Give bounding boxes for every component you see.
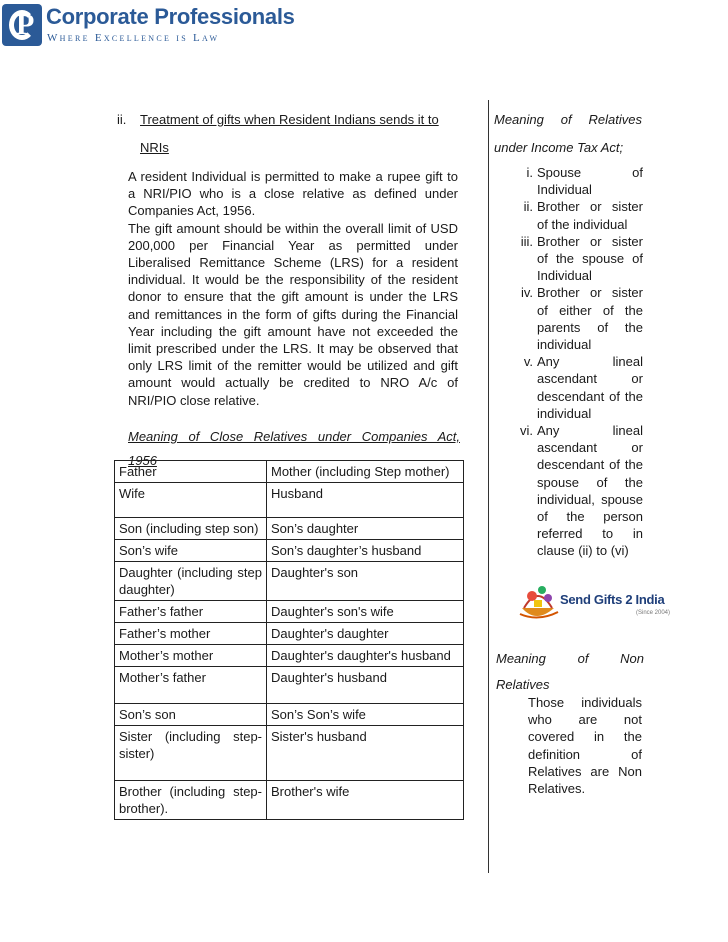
close-relatives-year: 1956 <box>128 452 157 468</box>
section-heading <box>115 106 465 162</box>
list-item <box>494 353 643 422</box>
non-relatives-title <box>496 646 644 698</box>
table-cell: Daughter's son <box>267 562 464 601</box>
table-row <box>115 726 464 781</box>
logo-letter: P <box>16 8 35 41</box>
relatives-title-line2: under Income Tax Act; <box>494 140 624 155</box>
table-cell: Daughter's husband <box>267 667 464 704</box>
table-cell: Father <box>115 461 267 483</box>
table-row <box>115 704 464 726</box>
list-item <box>494 422 643 560</box>
table-cell: Son’s Son’s wife <box>267 704 464 726</box>
table-row <box>115 623 464 645</box>
promo-text: Send Gifts 2 India <box>560 592 665 607</box>
section-title-line1: Treatment of gifts when Resident Indians sends it to <box>140 112 439 127</box>
list-item <box>494 164 643 198</box>
close-relatives-title: Meaning of Close Relatives under Companies Act, <box>128 428 460 444</box>
table-cell: Brother (including step-brother). <box>115 781 267 820</box>
list-item-number: i. <box>526 165 533 180</box>
list-item-number: iv. <box>520 285 533 301</box>
table-row <box>115 667 464 704</box>
table-row <box>115 601 464 623</box>
non-relatives-title-line2: Relatives <box>496 677 550 692</box>
table-cell: Daughter's daughter <box>267 623 464 645</box>
left-column <box>115 106 465 471</box>
table-row <box>115 518 464 540</box>
gift-paragraph <box>128 168 458 409</box>
company-logo <box>2 4 295 48</box>
table-cell: Wife <box>115 483 267 518</box>
list-item <box>494 284 643 353</box>
para-lrs-limit: The gift amount should be within the overall limit of USD 200,000 per Financial Year as permitted under Liberalised Remittance Scheme (LRS) for a resident individual. It would be the responsibility of the resident donor to ensure that the gift amount is under the LRS and remittances in the form of gifts during the Financial Year including the gift amount have not exceeded the limit prescribed under the LRS. It may be observed that only LRS limit of the remitter would be utilized and gift amount would actually be credited to NRO A/c of NRI/PIO close relative. <box>128 220 458 408</box>
logo-mark-icon <box>2 4 42 46</box>
relatives-title-line1: Meaning of Relatives <box>494 112 642 127</box>
relatives-list <box>494 164 644 560</box>
table-row <box>115 645 464 667</box>
section-number: ii. <box>117 112 127 127</box>
non-relatives-title-line1: Meaning of Non <box>496 651 644 666</box>
table-cell: Daughter's daughter's husband <box>267 645 464 667</box>
table-row <box>115 483 464 518</box>
list-item-text: Brother or sister of the spouse of Individual <box>537 233 643 284</box>
section-title-line2: NRIs <box>140 140 169 155</box>
table-cell: Father’s mother <box>115 623 267 645</box>
list-item-number: vi. <box>520 423 533 439</box>
table-cell: Mother’s father <box>115 667 267 704</box>
table-cell: Daughter (including step daughter) <box>115 562 267 601</box>
list-item-text: Brother or sister of either of the parents of the individual <box>537 285 643 353</box>
list-item-number: ii. <box>523 199 533 215</box>
table-row <box>115 781 464 820</box>
table-cell: Son’s daughter’s husband <box>267 540 464 562</box>
list-item-text: Any lineal ascendant or descendant of the individual <box>537 354 643 421</box>
table-cell: Son’s son <box>115 704 267 726</box>
list-item-text: Any lineal ascendant or descendant of the spouse of the individual, spouse of the person referred to in clause (ii) to (vi) <box>537 423 643 559</box>
table-row <box>115 562 464 601</box>
list-item-number: iii. <box>520 233 533 249</box>
table-cell: Mother (including Step mother) <box>267 461 464 483</box>
close-relatives-table <box>114 460 464 820</box>
table-row <box>115 540 464 562</box>
send-gifts-logo <box>518 578 670 628</box>
column-divider <box>488 100 489 873</box>
table-cell: Brother's wife <box>267 781 464 820</box>
table-cell: Daughter's son's wife <box>267 601 464 623</box>
table-cell: Son (including step son) <box>115 518 267 540</box>
non-relatives-text: Those individuals who are not covered in the definition of Relatives are Non Relatives. <box>528 695 642 797</box>
right-column <box>494 106 644 560</box>
table-cell: Mother’s mother <box>115 645 267 667</box>
list-item-text: Brother or sister of the individual <box>537 199 643 232</box>
list-item-number: v. <box>523 354 533 370</box>
list-item-text: Spouse of Individual <box>537 165 643 198</box>
table-cell: Sister (including step-sister) <box>115 726 267 781</box>
table-cell: Father’s father <box>115 601 267 623</box>
table-cell: Husband <box>267 483 464 518</box>
table-row <box>115 461 464 483</box>
table-cell: Son’s wife <box>115 540 267 562</box>
list-item <box>494 198 643 232</box>
list-item <box>494 233 643 285</box>
brand-name: Corporate Professionals <box>46 4 295 29</box>
brand-tagline: Where Excellence is Law <box>47 32 220 44</box>
para-rupee-gift: A resident Individual is permitted to make a rupee gift to a NRI/PIO who is a close relative as defined under Companies Act, 1956. <box>128 169 458 219</box>
promo-subtext: (Since 2004) <box>636 610 671 616</box>
table-cell: Son’s daughter <box>267 518 464 540</box>
table-cell: Sister's husband <box>267 726 464 781</box>
